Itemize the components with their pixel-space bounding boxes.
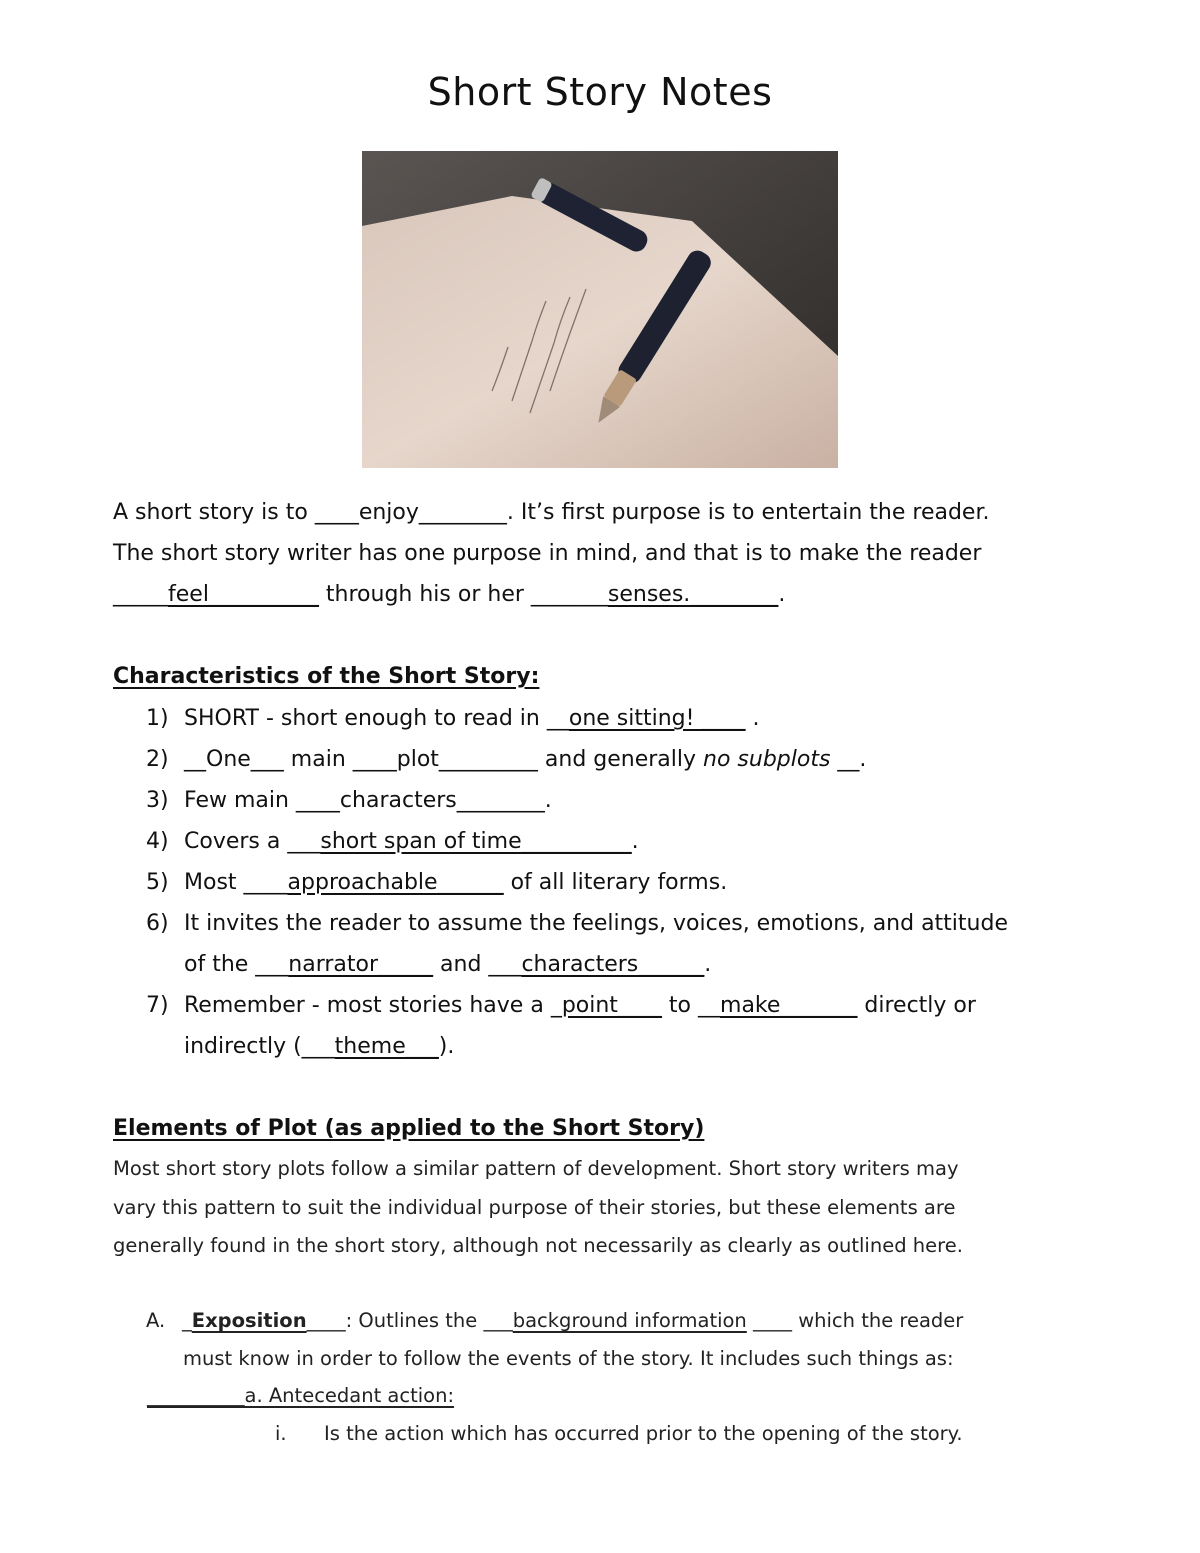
- item-text: of all literary forms.: [503, 870, 728, 895]
- outline-sub-i: [275, 1415, 963, 1453]
- intro-text: _____: [113, 582, 168, 607]
- list-number: 2): [146, 747, 169, 772]
- item-text: directly or: [857, 993, 976, 1018]
- intro-line-1: [113, 492, 1093, 533]
- list-item: [146, 985, 1106, 1067]
- plot-intro-line: Most short story plots follow a similar pattern of development. Short story writers may: [113, 1157, 959, 1180]
- outline-a-line-1: [146, 1302, 963, 1340]
- plot-intro-line: generally found in the short story, although not necessarily as clearly as outlined here.: [113, 1234, 963, 1257]
- intro-text: through his or her _______: [318, 582, 608, 607]
- list-number: 3): [146, 788, 169, 813]
- item-text: Most ____: [184, 870, 288, 895]
- blank-enjoy: enjoy________: [358, 500, 507, 525]
- item-text: and ___: [433, 952, 522, 977]
- item-answer: approachable______: [287, 870, 504, 895]
- list-item: [146, 739, 1106, 780]
- item-text: .: [704, 952, 712, 977]
- item-answer: point____: [561, 993, 662, 1018]
- plot-intro: [113, 1150, 1093, 1266]
- outline-sub-a: [147, 1377, 454, 1415]
- item-text: SHORT - short enough to read in __: [184, 706, 569, 731]
- list-item: [146, 698, 1106, 739]
- item-text: __One___ main ____plot_________ and generally: [184, 747, 704, 772]
- item-text: Remember - most stories have a _: [184, 993, 562, 1018]
- blank-feel: feel__________: [168, 582, 319, 607]
- list-item: [146, 862, 1106, 903]
- list-number: 1): [146, 706, 169, 731]
- intro-text: A short story is to ____: [113, 500, 359, 525]
- background-info-answer: background information: [512, 1309, 747, 1332]
- item-text: Few main ____characters________.: [184, 788, 552, 813]
- item-emphasis: no subplots: [703, 747, 831, 772]
- item-text: Covers a ___: [184, 829, 321, 854]
- intro-line-3: [113, 574, 1093, 615]
- item-text: __.: [830, 747, 867, 772]
- item-text: of the ___: [184, 952, 289, 977]
- item-text: to __: [661, 993, 721, 1018]
- plot-intro-line: vary this pattern to suit the individual purpose of their stories, but these elements are: [113, 1195, 956, 1219]
- intro-paragraph: [113, 492, 1093, 615]
- outline-text: Is the action which has occurred prior to the opening of the story.: [324, 1422, 963, 1445]
- list-item: [146, 780, 1106, 821]
- list-item: [146, 821, 1106, 862]
- outline-letter: A.: [146, 1309, 166, 1332]
- item-answer: characters______: [521, 952, 705, 977]
- item-text: indirectly (___: [184, 1034, 335, 1059]
- outline-roman: i.: [275, 1422, 287, 1445]
- intro-text: . It’s first purpose is to entertain the reader.: [506, 500, 990, 525]
- intro-line-2: The short story writer has one purpose in mind, and that is to make the reader: [113, 541, 982, 566]
- item-answer: make_______: [720, 993, 858, 1018]
- characteristics-heading: Characteristics of the Short Story:: [113, 664, 540, 689]
- item-answer: narrator_____: [288, 952, 434, 977]
- list-number: 5): [146, 870, 169, 895]
- outline-text: ____: Outlines the ___: [306, 1309, 513, 1332]
- characteristics-list: [146, 698, 1106, 1067]
- list-number: 7): [146, 993, 169, 1018]
- intro-text: .: [778, 582, 786, 607]
- page-title: Short Story Notes: [427, 70, 773, 114]
- list-number: 6): [146, 911, 169, 936]
- item-text: ).: [438, 1034, 455, 1059]
- plot-heading: Elements of Plot (as applied to the Short Story): [113, 1116, 705, 1141]
- antecedant-action-label: __________a. Antecedant action:: [147, 1384, 455, 1407]
- blank-senses: senses.________: [607, 582, 779, 607]
- item-text: It invites the reader to assume the feelings, voices, emotions, and attitude: [184, 911, 1008, 936]
- outline-a-line-2: must know in order to follow the events of the story. It includes such things as:: [183, 1347, 954, 1370]
- exposition-term: Exposition: [191, 1309, 307, 1332]
- item-text: .: [631, 829, 639, 854]
- item-answer: theme___: [334, 1034, 439, 1059]
- pen-on-paper-photo: [362, 151, 838, 468]
- list-number: 4): [146, 829, 169, 854]
- item-answer: one sitting! ____: [568, 706, 746, 731]
- outline-text: ____ which the reader: [746, 1309, 964, 1332]
- list-item: [146, 903, 1106, 985]
- item-answer: short span of time__________: [320, 829, 632, 854]
- outline-text: _: [182, 1309, 192, 1332]
- item-text: .: [745, 706, 760, 731]
